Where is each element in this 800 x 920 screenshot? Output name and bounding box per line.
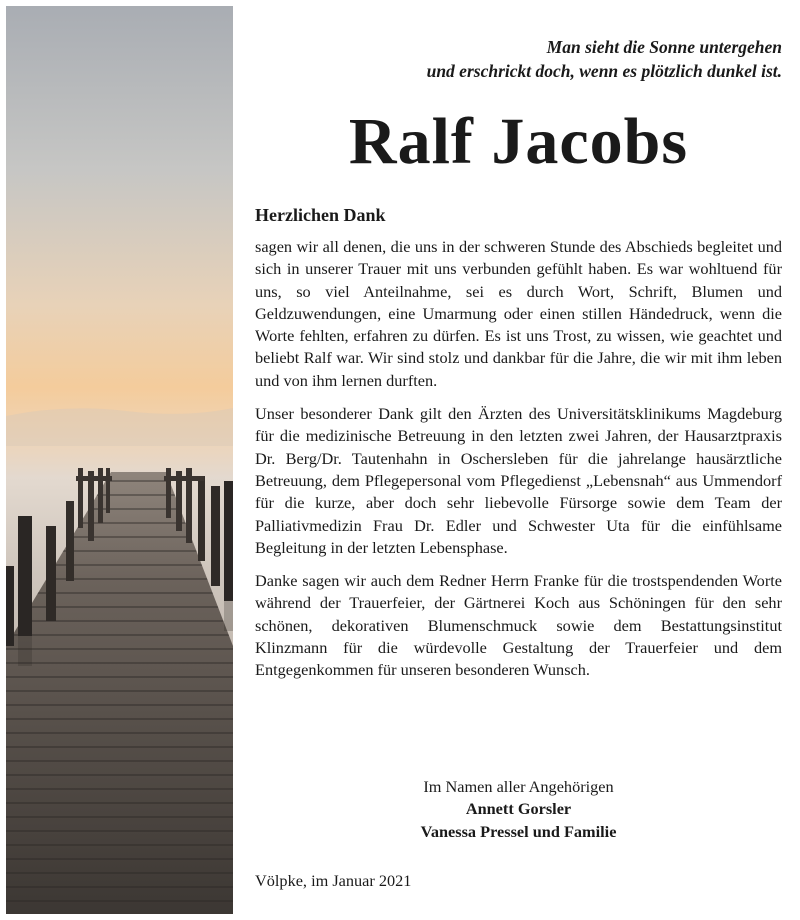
pier-sunset-image (6, 6, 233, 914)
notice-text-column (255, 0, 782, 920)
thanks-body (255, 236, 782, 693)
signature-block (255, 776, 782, 843)
deceased-name: Ralf Jacobs (348, 105, 689, 178)
paragraph-2: Unser besonderer Dank gilt den Ärzten des Universitätsklinikums Magdeburg für die medizinische Betreuung in den letzten zwei Jahren, der Hausarztpraxis Dr. Berg/Dr. Tautenhahn in Oschersleben für die jahrelange hausärztliche Betreuung, dem Pflegepersonal vom Pflegedienst „Lebensnah“ aus Ummendorf für die kurze, aber doch sehr liebevolle Fürsorge sowie dem Team der Palliativmedizin Frau Dr. Edler und Schwester Uta für die einfühlsame Begleitung in der letzten Lebensphase. (255, 404, 782, 557)
motto-line-2: und erschrickt doch, wenn es plötzlich dunkel ist. (426, 61, 782, 81)
thanks-heading: Herzlichen Dank (255, 205, 386, 225)
place-and-date: Völpke, im Januar 2021 (255, 871, 412, 890)
motto-quote (262, 35, 782, 83)
motto-line-1: Man sieht die Sonne untergehen (546, 37, 782, 57)
signature-name-1: Annett Gorsler (465, 799, 572, 819)
signature-intro: Im Namen aller Angehörigen (423, 777, 614, 796)
paragraph-3: Danke sagen wir auch dem Redner Herrn Franke für die trostspendenden Worte während der Trauerfeier, der Gärtnerei Koch aus Schöningen für den sehr schönen, dekorativen Blumenschmuck sowie dem Bestattungsinstitut Klinzmann für die würdevolle Gestaltung der Trauerfeier und dem Entgegenkommen für unseren besonderen Wunsch. (255, 571, 782, 680)
paragraph-1: sagen wir all denen, die uns in der schweren Stunde des Abschieds begleitet und sich in unserer Trauer mit uns verbunden gefühlt haben. Es war wohltuend für uns, so viel Anteilnahme, sei es durch Wort, Schrift, Blumen und Geldzuwendungen, eine Umarmung oder einen stillen Händedruck, wenn die Worte fehlten, erfahren zu dürfen. Es ist uns Trost, zu wissen, wie geachtet und beliebt Ralf war. Wir sind stolz und dankbar für die Jahre, die wir mit ihm leben und von ihm lernen durften. (255, 237, 782, 390)
signature-name-2: Vanessa Pressel und Familie (420, 821, 617, 841)
